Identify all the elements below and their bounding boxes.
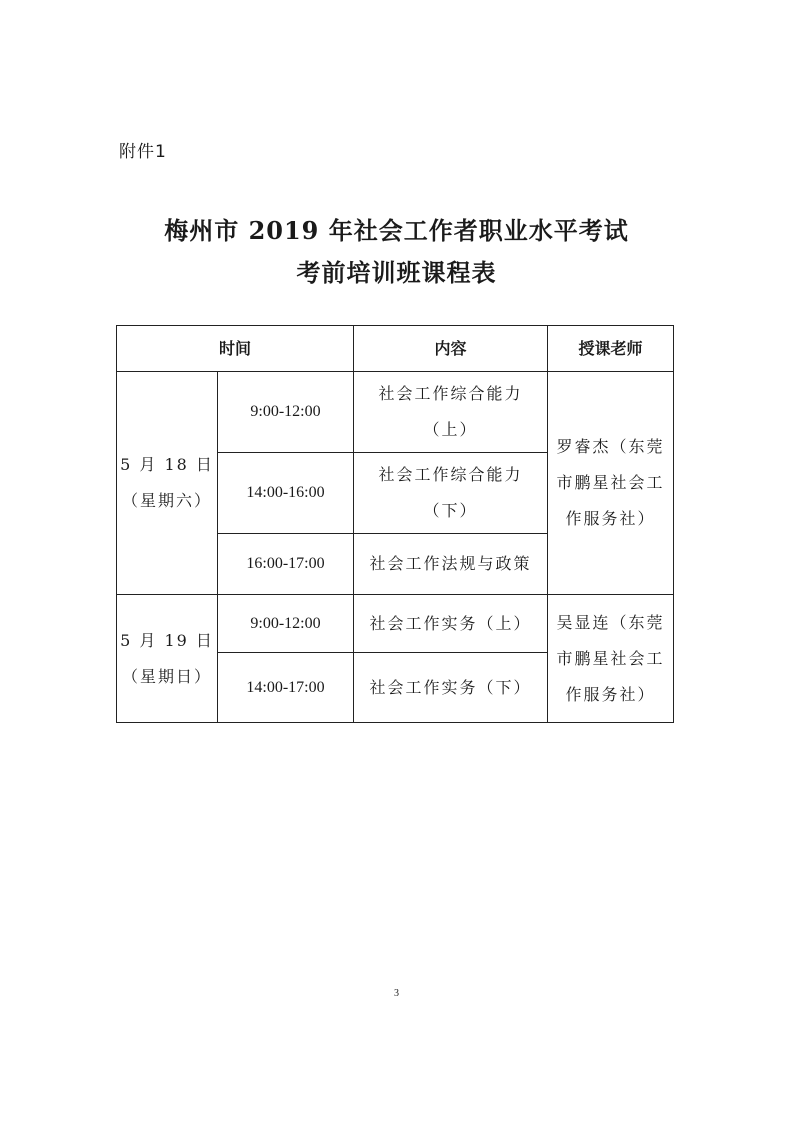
document-title-line1: 梅州市 2019 年社会工作者职业水平考试 xyxy=(164,216,629,245)
table-row xyxy=(117,372,674,453)
session-content-line1: 社会工作综合能力 xyxy=(378,465,523,484)
attachment-label: 附件1 xyxy=(119,142,167,162)
header-teacher: 授课老师 xyxy=(548,326,674,372)
session-content: 社会工作实务（下） xyxy=(354,653,548,723)
day1-date: 5 月 18 日 xyxy=(120,455,214,474)
teacher-line3: 作服务社） xyxy=(565,684,656,704)
day2-date-cell xyxy=(117,595,218,723)
session-content-line2: （下） xyxy=(423,501,478,520)
table-header-row xyxy=(117,326,674,372)
session-content xyxy=(354,453,548,534)
schedule-table xyxy=(116,325,674,723)
session-content: 社会工作法规与政策 xyxy=(354,534,548,595)
document-title-line2: 考前培训班课程表 xyxy=(296,258,497,287)
session-content xyxy=(354,372,548,453)
day2-weekday: （星期日） xyxy=(121,666,212,686)
session-time: 9:00-12:00 xyxy=(218,595,354,653)
session-time: 14:00-16:00 xyxy=(218,453,354,534)
teacher-line2: 市鹏星社会工 xyxy=(556,648,665,668)
day1-weekday: （星期六） xyxy=(121,491,212,510)
day1-date-cell xyxy=(117,372,218,595)
header-content: 内容 xyxy=(354,326,548,372)
session-content-line2: （上） xyxy=(423,420,478,439)
teacher-line1: 罗睿杰（东莞 xyxy=(556,437,665,456)
session-time: 9:00-12:00 xyxy=(218,372,354,453)
teacher-line3: 作服务社） xyxy=(565,509,656,528)
header-time: 时间 xyxy=(117,326,354,372)
day2-date: 5 月 19 日 xyxy=(120,630,214,650)
session-time: 16:00-17:00 xyxy=(218,534,354,595)
table-row xyxy=(117,595,674,653)
session-content-line1: 社会工作综合能力 xyxy=(378,384,523,403)
session-time: 14:00-17:00 xyxy=(218,653,354,723)
teacher-line2: 市鹏星社会工 xyxy=(556,473,665,492)
teacher-line1: 吴显连（东莞 xyxy=(556,612,665,632)
day1-teacher-cell xyxy=(548,372,674,595)
page-number: 3 xyxy=(394,988,399,999)
day2-teacher-cell xyxy=(548,595,674,723)
session-content: 社会工作实务（上） xyxy=(354,595,548,653)
